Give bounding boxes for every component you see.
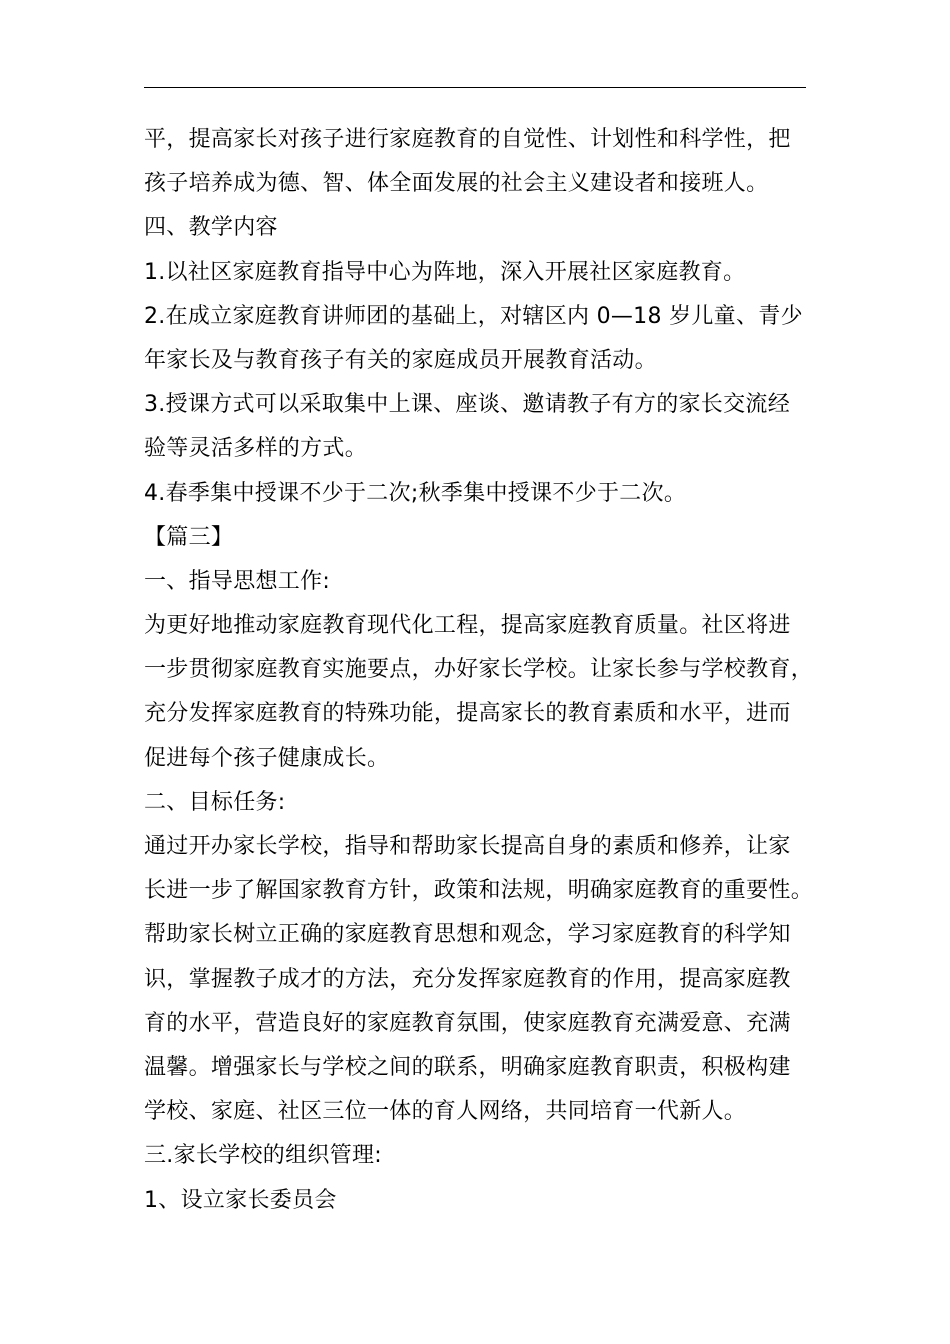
- text-line: 帮助家长树立正确的家庭教育思想和观念，学习家庭教育的科学知: [144, 922, 791, 948]
- text-line: 3.授课方式可以采取集中上课、座谈、邀请教子有方的家长交流经: [144, 392, 790, 418]
- text-line: 学校、家庭、社区三位一体的育人网络，共同培育一代新人。: [144, 1099, 747, 1125]
- text-line: 育的水平，营造良好的家庭教育氛围，使家庭教育充满爱意、充满: [144, 1010, 791, 1036]
- section-heading: 一、指导思想工作:: [144, 568, 331, 594]
- text-line: 为更好地推动家庭教育现代化工程，提高家庭教育质量。社区将进: [144, 613, 791, 639]
- text-line: 平，提高家长对孩子进行家庭教育的自觉性、计划性和科学性，把: [144, 127, 791, 152]
- section-heading: 二、目标任务:: [144, 789, 286, 815]
- text-line: 4.春季集中授课不少于二次;秋季集中授课不少于二次。: [144, 480, 687, 506]
- text-line: 通过开办家长学校，指导和帮助家长提高自身的素质和修养，让家: [144, 834, 791, 859]
- text-line: 2.在成立家庭教育讲师团的基础上，对辖区内 0—18 岁儿童、青少: [144, 303, 803, 329]
- text-line: 温馨。增强家长与学校之间的联系，明确家庭教育职责，积极构建: [144, 1054, 791, 1080]
- text-line: 年家长及与教育孩子有关的家庭成员开展教育活动。: [144, 347, 657, 373]
- section-heading: 三.家长学校的组织管理:: [144, 1143, 383, 1169]
- part-heading: 【篇三】: [144, 524, 234, 550]
- text-line: 识，掌握教子成才的方法，充分发挥家庭教育的作用，提高家庭教: [144, 966, 791, 992]
- section-heading: 四、教学内容: [144, 215, 278, 241]
- document-body: [144, 118, 814, 1223]
- header-rule: [144, 87, 806, 88]
- text-line: 验等灵活多样的方式。: [144, 436, 368, 462]
- text-line: 1.以社区家庭教育指导中心为阵地，深入开展社区家庭教育。: [144, 259, 746, 285]
- text-line: 促进每个孩子健康成长。: [144, 745, 390, 771]
- text-line: 充分发挥家庭教育的特殊功能，提高家长的教育素质和水平，进而: [144, 701, 791, 727]
- text-line: 孩子培养成为德、智、体全面发展的社会主义建设者和接班人。: [144, 171, 769, 197]
- text-line: 1、设立家长委员会: [144, 1187, 337, 1213]
- text-line: 长进一步了解国家教育方针，政策和法规，明确家庭教育的重要性。: [144, 878, 814, 904]
- text-line: 一步贯彻家庭教育实施要点，办好家长学校。让家长参与学校教育，: [144, 657, 814, 683]
